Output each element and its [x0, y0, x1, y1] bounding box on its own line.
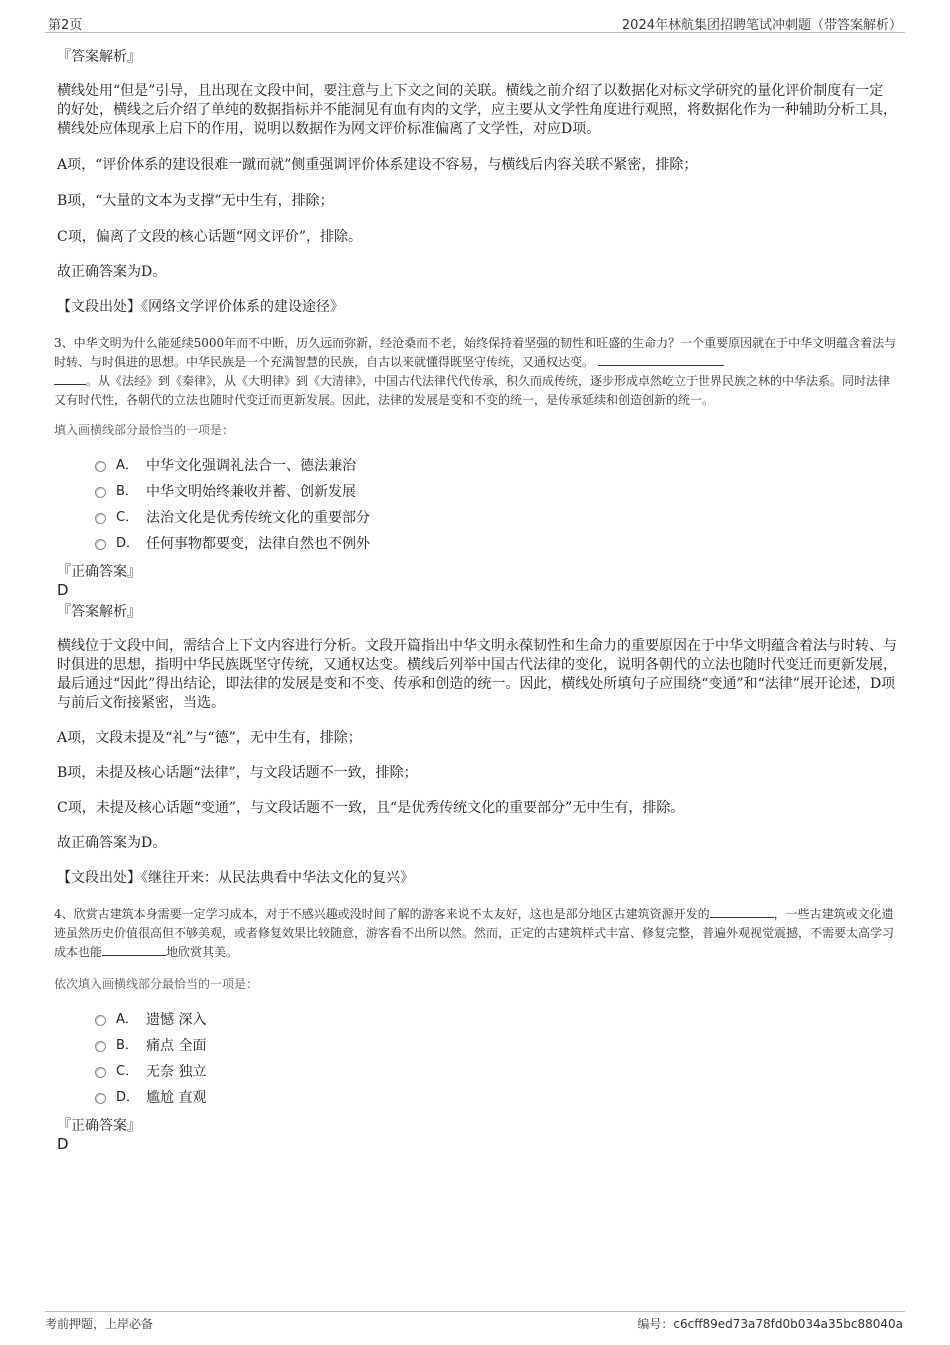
analysis-note-b: B项，“大量的文本为支撑”无中生有，排除；	[57, 193, 334, 209]
document-code: 编号：c6cff89ed73a78fd0b034a35bc88040a	[637, 1317, 903, 1331]
radio-button[interactable]	[95, 539, 106, 550]
answer-label: 『正确答案』	[57, 1118, 141, 1134]
page-header	[45, 12, 905, 33]
page-number: 第2页	[48, 18, 83, 33]
fill-blank	[710, 905, 774, 918]
option-b[interactable]: B． 痛点 全面	[95, 1033, 897, 1059]
option-d[interactable]: D． 任何事物都要变，法律自然也不例外	[95, 531, 897, 557]
analysis-conclusion: 故正确答案为D。	[57, 835, 167, 851]
radio-button[interactable]	[95, 513, 106, 524]
radio-button[interactable]	[95, 1067, 106, 1078]
option-c[interactable]: C． 法治文化是优秀传统文化的重要部分	[95, 505, 897, 531]
analysis-label: 『答案解析』	[57, 49, 141, 65]
page-footer	[45, 1311, 905, 1334]
analysis-conclusion: 故正确答案为D。	[57, 264, 167, 280]
fill-blank	[54, 372, 86, 385]
radio-button[interactable]	[95, 1093, 106, 1104]
option-c[interactable]: C． 无奈 独立	[95, 1059, 897, 1085]
analysis-note-a: A项，“评价体系的建设很难一蹴而就”侧重强调评价体系建设不容易，与横线后内容关联不紧密，排除；	[57, 157, 698, 173]
analysis-note-a: A项，文段未提及“礼”与“德”，无中生有，排除；	[57, 730, 362, 746]
option-d[interactable]: D． 尴尬 直观	[95, 1085, 897, 1111]
passage-source: 【文段出处】《网络文学评价体系的建设途径》	[57, 299, 344, 315]
correct-answer: D	[57, 1135, 69, 1153]
page-content	[54, 44, 897, 1153]
question-stem: 3、中华文明为什么能延续5000年而不中断，历久远而弥新，经沧桑而不老，始终保持着坚强的韧性和旺盛的生命力？一个重要原因就在于中华文明蕴含着法与时转、与时俱进的思想。中华民族是一个充满智慧的民族，自古以来就懂得既坚守传统，又通权达变。 。从《法经》到《秦律》，从《大明律》到《大清律》，中国古代法律代代传承，积久而成传统，逐步形成卓然屹立于世界民族之林的中华法系。同时法律又有时代性，各朝代的立法也随时代变迁而更新发展。因此，法律的发展是变和不变的统一，是传承延续和创造创新的统一。	[54, 336, 897, 407]
analysis-note-b: B项，未提及核心话题“法律”，与文段话题不一致，排除；	[57, 765, 418, 781]
radio-button[interactable]	[95, 461, 106, 472]
option-b[interactable]: B． 中华文明始终兼收并蓄、创新发展	[95, 479, 897, 505]
fill-blank	[598, 353, 724, 366]
option-a[interactable]: A． 中华文化强调礼法合一、德法兼治	[95, 453, 897, 479]
option-a[interactable]: A． 遗憾 深入	[95, 1007, 897, 1033]
analysis-label: 『答案解析』	[57, 604, 141, 620]
option-list	[57, 453, 897, 557]
footer-slogan: 考前押题，上岸必备	[45, 1317, 154, 1331]
radio-button[interactable]	[95, 487, 106, 498]
analysis-text: 横线位于文段中间，需结合上下文内容进行分析。文段开篇指出中华文明永葆韧性和生命力的重要原因在于中华文明蕴含着法与时转、与时俱进的思想，指明中华民族既坚守传统，又通权达变。横线后列举中国古代法律的变化，说明各朝代的立法也随时代变迁而更新发展，最后通过“因此”得出结论，即法律的发展是变和不变、传承和创造的统一。因此，横线处所填句子应围绕“变通”和“法律”展开论述，D项与前后文衔接紧密，当选。	[57, 638, 897, 711]
question-4	[54, 905, 897, 1153]
question-prompt: 填入画横线部分最恰当的一项是：	[54, 423, 235, 437]
question-prompt: 依次填入画横线部分最恰当的一项是：	[54, 977, 259, 991]
passage-source: 【文段出处】《继往开来：从民法典看中华法文化的复兴》	[57, 870, 414, 886]
fill-blank	[102, 943, 166, 956]
analysis-note-c: C项，未提及核心话题“变通”，与文段话题不一致，且“是优秀传统文化的重要部分”无中生有，排除。	[57, 800, 685, 816]
radio-button[interactable]	[95, 1041, 106, 1052]
analysis-note-c: C项，偏离了文段的核心话题“网文评价”，排除。	[57, 229, 363, 245]
document-title: 2024年林航集团招聘笔试冲刺题（带答案解析）	[621, 18, 902, 33]
radio-button[interactable]	[95, 1015, 106, 1026]
answer-label: 『正确答案』	[57, 564, 141, 580]
correct-answer: D	[57, 581, 69, 599]
question-stem: 4、欣赏古建筑本身需要一定学习成本，对于不感兴趣或没时间了解的游客来说不太友好，这也是部分地区古建筑资源开发的 ，一些古建筑或文化遗迹虽然历史价值很高但不够美观，或者修复效果比较随意，游客看不出所以然。然而，正定的古建筑样式丰富、修复完整，普遍外观视觉震撼，不需要太高学习成本也能 地欣赏其美。	[54, 907, 895, 959]
question-2-analysis	[57, 48, 897, 316]
analysis-text: 横线处用“但是”引导，且出现在文段中间，要注意与上下文之间的关联。横线之前介绍了以数据化对标文学研究的量化评价制度有一定的好处，横线之后介绍了单纯的数据指标并不能洞见有血有肉的文学，应主要从文学性角度进行观照，将数据化作为一种辅助分析工具，横线处应体现承上启下的作用，说明以数据作为网文评价标准偏离了文学性，对应D项。	[57, 83, 897, 137]
question-3	[54, 334, 897, 887]
option-list	[57, 1007, 897, 1111]
